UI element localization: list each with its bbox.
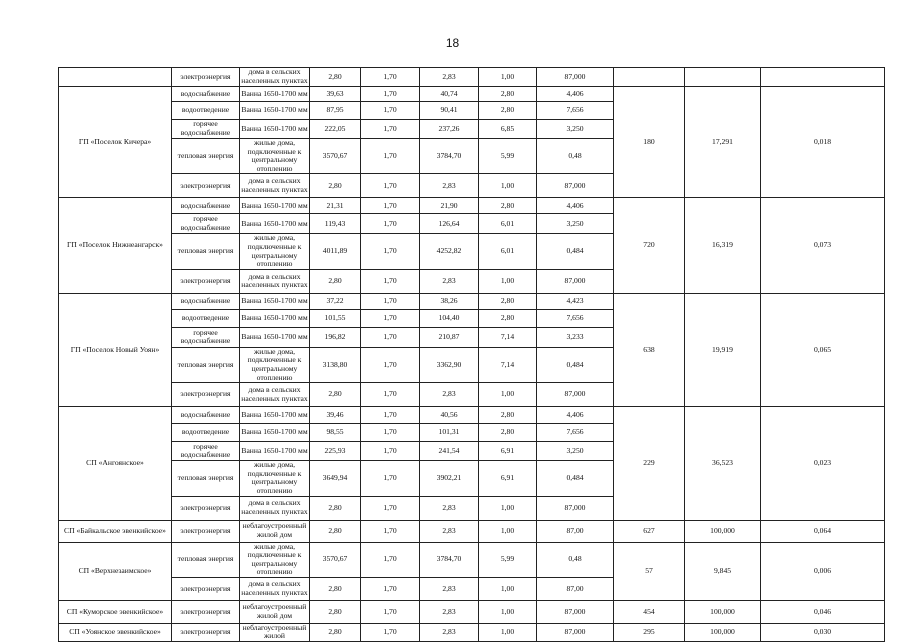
object-cell: дома в сельских населенных пунктах [240, 496, 310, 520]
value-cell: 1,70 [361, 383, 420, 407]
value-cell: 1,70 [361, 174, 420, 198]
share-cell [685, 68, 761, 87]
settlement-cell: СП «Уоянское эвенкийское» [59, 623, 172, 641]
value-cell: 1,70 [361, 234, 420, 269]
settlement-cell: ГП «Поселок Новый Уоян» [59, 293, 172, 406]
table-body [59, 68, 885, 642]
value-cell: 87,00 [537, 577, 614, 600]
table-row [59, 293, 885, 309]
value-cell: 98,55 [310, 424, 361, 442]
share-cell: 100,000 [685, 520, 761, 542]
value-cell: 2,80 [310, 496, 361, 520]
value-cell: 3,250 [537, 214, 614, 234]
value-cell: 1,70 [361, 293, 420, 309]
table-row [59, 87, 885, 102]
value-cell: 4,423 [537, 293, 614, 309]
value-cell: 90,41 [420, 102, 479, 120]
service-type-cell: электроэнергия [172, 577, 240, 600]
value-cell: 0,484 [537, 347, 614, 382]
value-cell: 87,00 [537, 520, 614, 542]
share-cell: 100,000 [685, 600, 761, 623]
value-cell: 2,80 [310, 269, 361, 293]
value-cell: 1,00 [479, 577, 537, 600]
index-cell: 0,006 [761, 542, 885, 600]
object-cell: жилые дома, подключенные к центральному отоплению [240, 347, 310, 382]
value-cell: 0,484 [537, 461, 614, 496]
index-cell [761, 68, 885, 87]
object-cell: дома в сельских населенных пунктах [241, 67, 308, 85]
index-cell: 0,064 [761, 520, 885, 542]
object-cell: Ванна 1650-1700 мм [240, 424, 310, 442]
table-row [59, 520, 885, 542]
population-cell: 720 [614, 198, 685, 293]
table-row [59, 600, 885, 623]
value-cell: 2,80 [310, 623, 361, 641]
service-type-cell: тепловая энергия [172, 461, 240, 496]
value-cell: 4,406 [537, 407, 614, 424]
settlement-cell: ГП «Поселок Нижнеангарск» [59, 198, 172, 293]
value-cell: 3,250 [537, 442, 614, 461]
value-cell: 4,406 [537, 87, 614, 102]
service-type-cell: водоотведение [172, 102, 240, 120]
value-cell: 40,74 [420, 87, 479, 102]
value-cell: 2,80 [479, 407, 537, 424]
value-cell: 210,87 [420, 327, 479, 347]
value-cell: 5,99 [479, 542, 537, 577]
object-cell: Ванна 1650-1700 мм [240, 293, 310, 309]
value-cell: 196,82 [310, 327, 361, 347]
value-cell: 6,91 [479, 461, 537, 496]
service-type-cell: водоснабжение [172, 87, 240, 102]
object-cell: Ванна 1650-1700 мм [240, 214, 310, 234]
value-cell: 1,00 [479, 520, 537, 542]
value-cell: 4011,89 [310, 234, 361, 269]
service-type-cell: тепловая энергия [172, 347, 240, 382]
population-cell: 180 [614, 87, 685, 198]
population-cell: 454 [614, 600, 685, 623]
value-cell: 87,000 [537, 68, 614, 87]
object-cell: неблагоустроенный жилой дом [240, 600, 310, 623]
value-cell: 1,00 [479, 383, 537, 407]
value-cell: 7,656 [537, 309, 614, 327]
settlement-cell: СП «Верхнезаимское» [59, 542, 172, 600]
value-cell: 3649,94 [310, 461, 361, 496]
object-cell: Ванна 1650-1700 мм [240, 102, 310, 120]
object-cell: Ванна 1650-1700 мм [240, 327, 310, 347]
value-cell: 1,70 [361, 198, 420, 214]
value-cell: 1,70 [361, 461, 420, 496]
value-cell: 2,83 [420, 623, 479, 641]
value-cell: 2,80 [479, 309, 537, 327]
service-type-cell: водоотведение [172, 309, 240, 327]
index-cell: 0,018 [761, 87, 885, 198]
value-cell: 87,000 [537, 383, 614, 407]
object-cell: Ванна 1650-1700 мм [240, 442, 310, 461]
value-cell: 2,80 [310, 600, 361, 623]
value-cell: 1,70 [361, 87, 420, 102]
index-cell: 0,030 [761, 623, 885, 641]
settlement-cell: СП «Куморское эвенкийское» [59, 600, 172, 623]
index-cell: 0,073 [761, 198, 885, 293]
value-cell: 2,83 [420, 496, 479, 520]
share-cell: 16,319 [685, 198, 761, 293]
value-cell: 7,656 [537, 102, 614, 120]
value-cell: 38,26 [420, 293, 479, 309]
value-cell: 2,83 [420, 383, 479, 407]
object-cell: жилые дома, подключенные к центральному отоплению [240, 139, 310, 174]
tariff-table [58, 67, 885, 642]
population-cell: 57 [614, 542, 685, 600]
value-cell: 2,80 [479, 198, 537, 214]
value-cell: 126,64 [420, 214, 479, 234]
object-cell: жилые дома, подключенные к центральному отоплению [240, 461, 310, 496]
value-cell: 1,00 [479, 496, 537, 520]
value-cell: 87,000 [537, 496, 614, 520]
value-cell: 2,80 [310, 174, 361, 198]
object-cell: Ванна 1650-1700 мм [240, 120, 310, 139]
object-cell: дома в сельских населенных пунктах [240, 269, 310, 293]
value-cell: 4252,82 [420, 234, 479, 269]
value-cell: 101,55 [310, 309, 361, 327]
population-cell: 627 [614, 520, 685, 542]
value-cell: 0,48 [537, 542, 614, 577]
value-cell: 2,83 [420, 600, 479, 623]
value-cell: 1,70 [361, 520, 420, 542]
value-cell: 1,70 [361, 214, 420, 234]
value-cell: 1,70 [361, 347, 420, 382]
value-cell: 2,83 [420, 68, 479, 87]
share-cell: 19,919 [685, 293, 761, 406]
value-cell: 1,70 [361, 102, 420, 120]
value-cell: 3570,67 [310, 139, 361, 174]
page-number: 18 [445, 36, 460, 50]
value-cell: 1,70 [361, 269, 420, 293]
object-cell: дома в сельских населенных пунктах [240, 383, 310, 407]
object-cell: Ванна 1650-1700 мм [240, 198, 310, 214]
service-type-cell: электроэнергия [172, 496, 240, 520]
value-cell: 21,90 [420, 198, 479, 214]
value-cell: 2,83 [420, 269, 479, 293]
value-cell: 1,70 [361, 407, 420, 424]
value-cell: 1,00 [479, 600, 537, 623]
service-type-cell: тепловая энергия [172, 234, 240, 269]
value-cell: 2,80 [479, 293, 537, 309]
value-cell: 40,56 [420, 407, 479, 424]
object-cell: Ванна 1650-1700 мм [240, 407, 310, 424]
service-type-cell: горячее водоснабжение [172, 327, 240, 347]
value-cell: 2,80 [479, 102, 537, 120]
value-cell: 2,80 [310, 520, 361, 542]
service-type-cell: горячее водоснабжение [172, 442, 240, 461]
share-cell: 9,845 [685, 542, 761, 600]
value-cell: 1,70 [361, 424, 420, 442]
value-cell: 3,250 [537, 120, 614, 139]
value-cell: 3784,70 [420, 139, 479, 174]
value-cell: 87,000 [537, 269, 614, 293]
value-cell: 87,000 [537, 174, 614, 198]
value-cell: 222,05 [310, 120, 361, 139]
service-type-cell: водоснабжение [172, 293, 240, 309]
share-cell: 100,000 [685, 623, 761, 641]
settlement-cell [59, 68, 172, 87]
service-type-cell: электроэнергия [172, 383, 240, 407]
service-type-cell: водоотведение [172, 424, 240, 442]
population-cell: 638 [614, 293, 685, 406]
settlement-cell: ГП «Поселок Кичера» [59, 87, 172, 198]
value-cell: 1,70 [361, 309, 420, 327]
value-cell: 1,00 [479, 269, 537, 293]
value-cell: 7,14 [479, 347, 537, 382]
value-cell: 1,70 [361, 577, 420, 600]
value-cell: 3570,67 [310, 542, 361, 577]
value-cell: 2,80 [310, 383, 361, 407]
value-cell: 3902,21 [420, 461, 479, 496]
table-row [59, 623, 885, 641]
table-row [59, 68, 885, 87]
value-cell: 1,00 [479, 623, 537, 641]
value-cell: 1,70 [361, 327, 420, 347]
service-type-cell: электроэнергия [172, 68, 240, 87]
service-type-cell: электроэнергия [172, 269, 240, 293]
value-cell: 2,83 [420, 174, 479, 198]
value-cell: 87,000 [537, 600, 614, 623]
value-cell: 37,22 [310, 293, 361, 309]
settlement-cell: СП «Ангоянское» [59, 407, 172, 520]
value-cell: 7,14 [479, 327, 537, 347]
service-type-cell: горячее водоснабжение [172, 214, 240, 234]
value-cell: 87,000 [537, 623, 614, 641]
value-cell: 1,70 [361, 623, 420, 641]
value-cell: 241,54 [420, 442, 479, 461]
value-cell: 3,233 [537, 327, 614, 347]
value-cell: 7,656 [537, 424, 614, 442]
value-cell: 1,70 [361, 68, 420, 87]
service-type-cell: тепловая энергия [172, 139, 240, 174]
value-cell: 1,70 [361, 120, 420, 139]
value-cell: 0,484 [537, 234, 614, 269]
value-cell: 119,43 [310, 214, 361, 234]
service-type-cell: электроэнергия [172, 174, 240, 198]
value-cell: 3784,70 [420, 542, 479, 577]
table-row [59, 198, 885, 214]
table-row [59, 407, 885, 424]
value-cell: 237,26 [420, 120, 479, 139]
value-cell: 101,31 [420, 424, 479, 442]
object-cell: неблагоустроенный жилой дом [240, 520, 310, 542]
share-cell: 17,291 [685, 87, 761, 198]
value-cell: 87,95 [310, 102, 361, 120]
service-type-cell: тепловая энергия [172, 542, 240, 577]
value-cell: 39,46 [310, 407, 361, 424]
value-cell: 2,80 [479, 424, 537, 442]
value-cell: 1,70 [361, 496, 420, 520]
value-cell: 2,80 [479, 87, 537, 102]
value-cell: 0,48 [537, 139, 614, 174]
service-type-cell: горячее водоснабжение [172, 120, 240, 139]
index-cell: 0,046 [761, 600, 885, 623]
service-type-cell: водоснабжение [172, 407, 240, 424]
service-type-cell: электроэнергия [172, 623, 240, 641]
value-cell: 4,406 [537, 198, 614, 214]
value-cell: 225,93 [310, 442, 361, 461]
value-cell: 6,01 [479, 214, 537, 234]
object-cell: дома в сельских населенных пунктах [240, 174, 310, 198]
value-cell: 1,70 [361, 542, 420, 577]
population-cell: 295 [614, 623, 685, 641]
value-cell: 2,83 [420, 577, 479, 600]
value-cell: 2,80 [310, 68, 361, 87]
value-cell: 2,80 [310, 577, 361, 600]
value-cell: 1,70 [361, 139, 420, 174]
value-cell: 6,85 [479, 120, 537, 139]
value-cell: 5,99 [479, 139, 537, 174]
index-cell: 0,023 [761, 407, 885, 520]
object-cell: Ванна 1650-1700 мм [240, 309, 310, 327]
table-row [59, 542, 885, 577]
value-cell: 6,91 [479, 442, 537, 461]
population-cell [614, 68, 685, 87]
value-cell: 6,01 [479, 234, 537, 269]
service-type-cell: водоснабжение [172, 198, 240, 214]
object-cell: дома в сельских населенных пунктах [240, 577, 310, 600]
settlement-cell: СП «Байкальское эвенкийское» [59, 520, 172, 542]
value-cell: 1,70 [361, 600, 420, 623]
object-cell: Ванна 1650-1700 мм [240, 87, 310, 102]
value-cell: 3138,80 [310, 347, 361, 382]
value-cell: 39,63 [310, 87, 361, 102]
value-cell: 1,00 [479, 174, 537, 198]
value-cell: 3362,90 [420, 347, 479, 382]
object-cell: жилые дома, подключенные к центральному отоплению [240, 542, 310, 577]
object-cell: жилые дома, подключенные к центральному отоплению [240, 234, 310, 269]
value-cell: 21,31 [310, 198, 361, 214]
share-cell: 36,523 [685, 407, 761, 520]
population-cell: 229 [614, 407, 685, 520]
service-type-cell: электроэнергия [172, 600, 240, 623]
value-cell: 104,40 [420, 309, 479, 327]
index-cell: 0,065 [761, 293, 885, 406]
service-type-cell: электроэнергия [172, 520, 240, 542]
object-cell: неблагоустроенный жилой [240, 623, 310, 641]
value-cell: 2,83 [420, 520, 479, 542]
value-cell: 1,00 [479, 68, 537, 87]
value-cell: 1,70 [361, 442, 420, 461]
